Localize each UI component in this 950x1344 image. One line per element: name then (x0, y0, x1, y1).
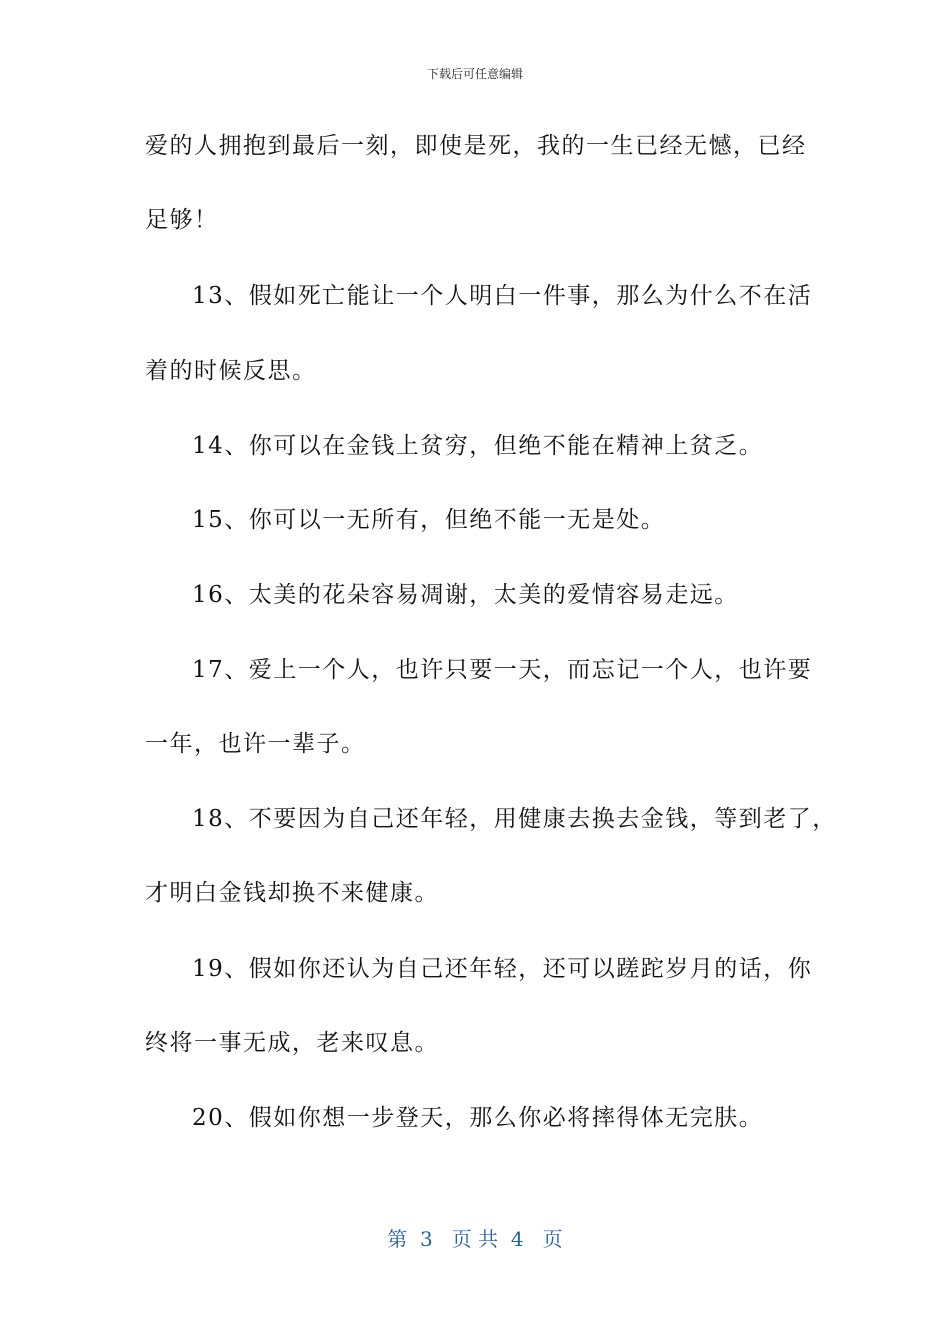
text-line: 一年，也许一辈子。 (145, 731, 366, 757)
text-line: 19、假如你还认为自己还年轻，还可以蹉跎岁月的话，你 (192, 956, 813, 982)
text-line: 14、你可以在金钱上贫穷，但绝不能在精神上贫乏。 (192, 433, 764, 459)
text-line: 爱的人拥抱到最后一刻，即使是死，我的一生已经无憾，已经 (145, 133, 807, 159)
text-line: 20、假如你想一步登天，那么你必将摔得体无完肤。 (192, 1105, 764, 1131)
text-line: 13、假如死亡能让一个人明白一件事，那么为什么不在活 (192, 283, 813, 309)
text-line: 18、不要因为自己还年轻，用健康去换去金钱，等到老了， (192, 806, 837, 832)
text-line: 终将一事无成，老来叹息。 (145, 1030, 439, 1056)
text-line: 足够！ (145, 207, 219, 233)
text-line: 15、你可以一无所有，但绝不能一无是处。 (192, 507, 666, 533)
text-line: 17、爱上一个人，也许只要一天，而忘记一个人，也许要 (192, 657, 813, 683)
page-footer: 第 3 页 共 4 页 (387, 1227, 563, 1251)
text-line: 着的时候反思。 (145, 358, 317, 384)
page-header: 下载后可任意编辑 (426, 67, 523, 81)
text-line: 才明白金钱却换不来健康。 (145, 880, 439, 906)
text-line: 16、太美的花朵容易凋谢，太美的爱情容易走远。 (192, 582, 739, 608)
